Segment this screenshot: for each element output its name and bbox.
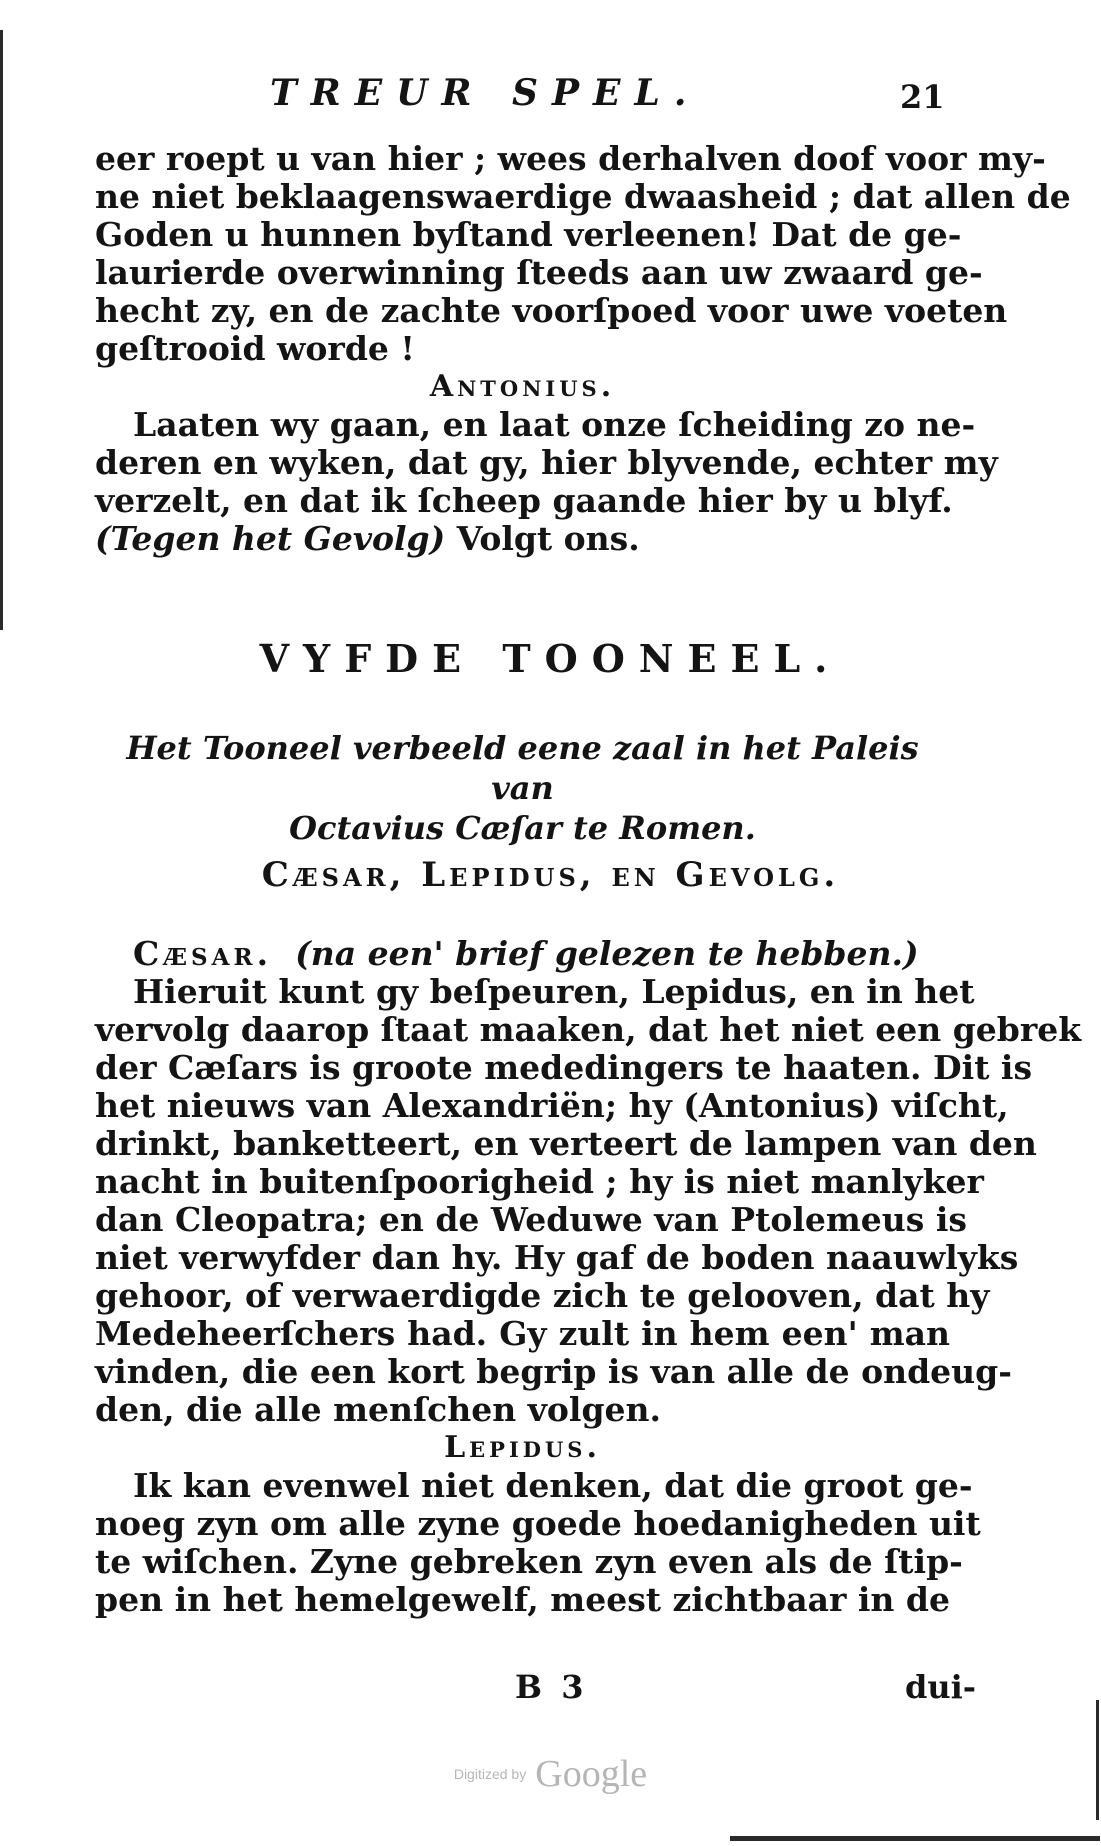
scene-setting [95, 728, 950, 848]
text-line: den, die alle menſchen volgen. [95, 1390, 662, 1429]
scene-setting-line: Het Tooneel verbeeld eene zaal in het Paleis van [126, 729, 919, 807]
text-line: geſtrooid worde ! [95, 329, 415, 368]
text-line-with-direction [95, 520, 950, 558]
scan-edge-line [1096, 1700, 1099, 1820]
text-line: pen in het hemelgewelf, meest zichtbaar in de [95, 1580, 950, 1619]
scan-edge-line [0, 30, 3, 630]
scene-setting-line: Octavius Cæſar te Romen. [289, 809, 756, 847]
text-line: vervolg daarop ſtaat maaken, dat het niet een gebrek [95, 1010, 1082, 1049]
speaker-name-antonius: Antonius. [429, 369, 616, 404]
text-line: niet verwyfder dan hy. Hy gaf de boden naauwlyks [95, 1238, 1019, 1277]
text-line: dan Cleopatra; en de Weduwe van Ptolemeus is [95, 1200, 967, 1239]
text-line: laurierde overwinning ſteeds aan uw zwaard ge- [95, 253, 983, 292]
text-line: der Cæſars is groote mededingers te haaten. Dit is [95, 1048, 1033, 1087]
running-title: TREUR SPEL. [270, 72, 701, 114]
scene-heading: VYFDE TOONEEL. [259, 636, 842, 681]
text-line: vinden, die een kort begrip is van alle de ondeug- [95, 1352, 1012, 1391]
digitization-watermark [0, 1752, 1101, 1796]
text-line: noeg zyn om alle zyne goede hoedanigheden uit [95, 1504, 981, 1543]
text-line: te wiſchen. Zyne gebreken zyn even als de ſtip- [95, 1542, 963, 1581]
text-line: ne niet beklaagenswaerdige dwaasheid ; dat allen de [95, 177, 1071, 216]
text-line: Ik kan evenwel niet denken, dat die groot ge- [133, 1466, 973, 1505]
text-line: hecht zy, en de zachte voorſpoed voor uwe voeten [95, 291, 1008, 330]
text-line: nacht in buitenſpoorigheid ; hy is niet manlyker [95, 1162, 984, 1201]
signature-mark: B 3 [515, 1668, 588, 1706]
digitizer-brand: Google [535, 1753, 648, 1795]
speech-continuation [95, 139, 1071, 558]
speaker-name-lepidus: Lepidus. [444, 1430, 601, 1465]
text-line: Laaten wy gaan, en laat onze ſcheiding zo ne- [133, 405, 976, 444]
text-line: het nieuws van Alexandriën; hy (Antonius) viſcht, [95, 1086, 1009, 1125]
text-line: Hieruit kunt gy beſpeuren, Lepidus, en in het [133, 972, 975, 1011]
text-line: gehoor, of verwaerdigde zich te gelooven, dat hy [95, 1276, 990, 1315]
scan-edge-line [730, 1836, 1100, 1841]
text-line: Medeheerſchers had. Gy zult in hem een' man [95, 1314, 950, 1353]
page-number: 21 [900, 78, 945, 116]
speaker-line [95, 935, 950, 973]
character-list: Cæsar, Lepidus, en Gevolg. [261, 855, 840, 895]
text-line: deren en wyken, dat gy, hier blyvende, echter my [95, 443, 998, 482]
speech-caesar [95, 934, 1082, 1619]
text-line: eer roept u van hier ; wees derhalven doof voor my- [95, 139, 1046, 178]
text-line: Goden u hunnen byſtand verleenen! Dat de ge- [95, 215, 962, 254]
stage-direction: (na een' brief gelezen te hebben.) [295, 934, 919, 973]
speaker-name-caesar: Cæsar. [133, 934, 273, 973]
speech-text: Volgt ons. [445, 519, 640, 558]
stage-direction: (Tegen het Gevolg) [95, 519, 446, 558]
text-line: verzelt, en dat ik ſcheep gaande hier by u blyf. [95, 481, 953, 520]
digitized-label: Digitized by [453, 1766, 527, 1782]
catchword: dui- [905, 1668, 977, 1706]
text-line: drinkt, banketteert, en verteert de lampen van den [95, 1124, 1037, 1163]
